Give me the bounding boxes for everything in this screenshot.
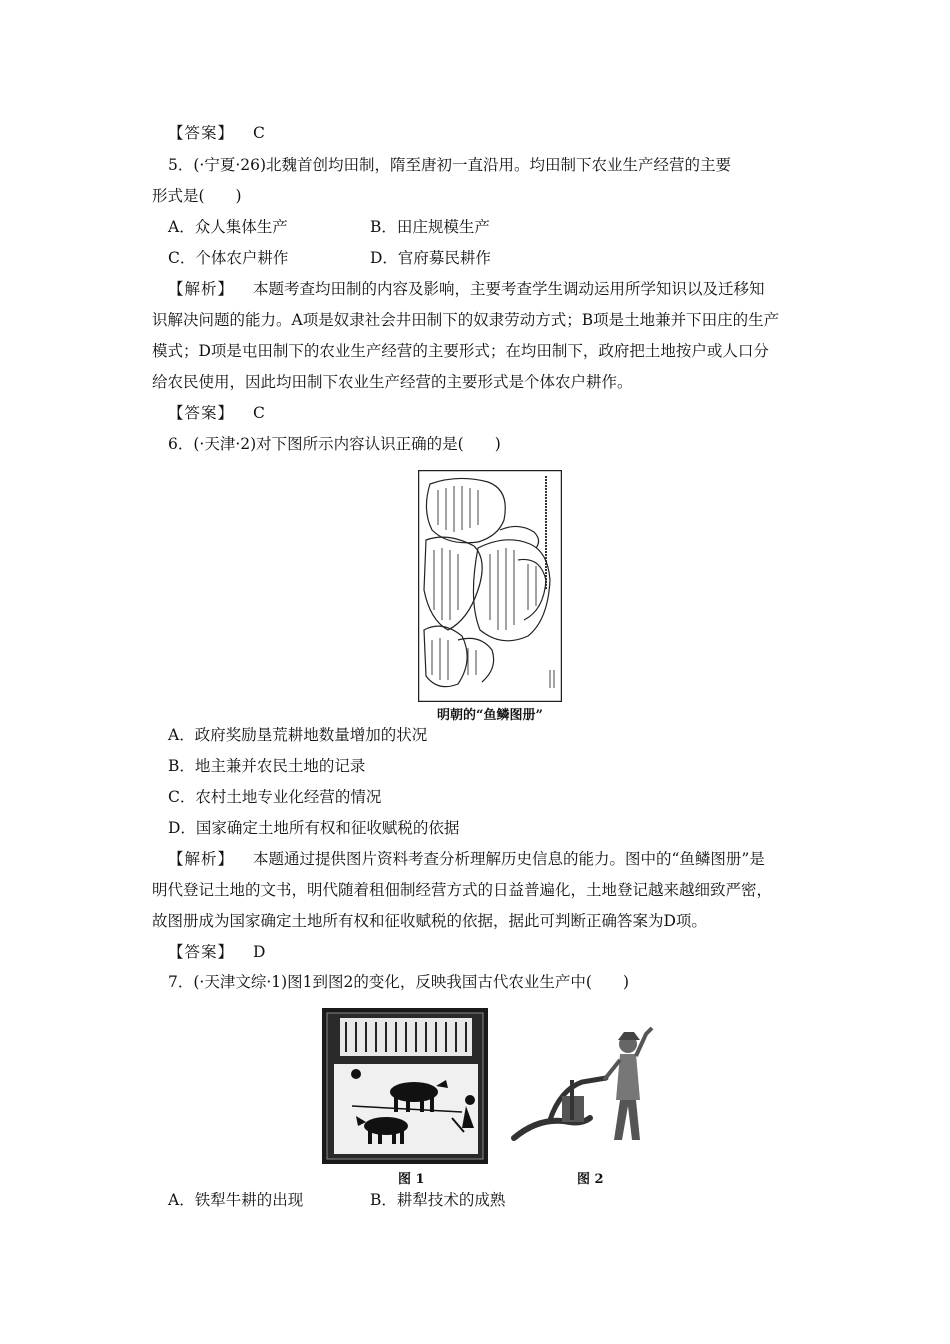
- answer-value: C: [252, 124, 265, 142]
- analysis-label: 【解析】: [168, 280, 235, 298]
- q5-stem-2: 形式是( ): [152, 187, 242, 205]
- q7-option-b: B．耕犁技术的成熟: [370, 1191, 506, 1209]
- figure-1-caption: 图 1: [398, 1172, 425, 1187]
- q6-analysis-line-2: 明代登记土地的文书，明代随着租佃制经营方式的日益普遍化，土地登记越来越细致严密，: [152, 881, 773, 899]
- q6-option-a: A．政府奖励垦荒耕地数量增加的状况: [168, 726, 428, 744]
- q6-analysis-line-1: [168, 849, 765, 869]
- answer-label: 【答案】: [168, 943, 235, 961]
- q5-option-b: B．田庄规模生产: [370, 218, 490, 236]
- q5-option-a: A．众人集体生产: [168, 218, 288, 236]
- fish-scale-register-image: [418, 470, 562, 702]
- q4-answer-line: [168, 123, 265, 143]
- q6-option-b: B．地主兼并农民土地的记录: [168, 757, 366, 775]
- analysis-text: 本题通过提供图片资料考查分析理解历史信息的能力。图中的“鱼鳞图册”是: [252, 850, 765, 868]
- q6-analysis-line-3: 故图册成为国家确定土地所有权和征收赋税的依据，据此可判断正确答案为D项。: [152, 912, 707, 930]
- q5-analysis-line-1: [168, 279, 764, 299]
- figure-2-caption: 图 2: [577, 1172, 604, 1187]
- fish-scale-register-caption: 明朝的“鱼鳞图册”: [437, 708, 543, 723]
- answer-value: D: [252, 943, 266, 961]
- han-ox-plowing-relief-image: [322, 1008, 488, 1164]
- q7-option-a: A．铁犁牛耕的出现: [168, 1191, 304, 1209]
- q6-stem: 6．(·天津·2)对下图所示内容认识正确的是( ): [168, 435, 501, 453]
- curved-plow-image: [510, 1020, 660, 1152]
- q7-stem: 7．(·天津文综·1)图1到图2的变化，反映我国古代农业生产中( ): [168, 973, 629, 991]
- curved-plow-drawing: [510, 1020, 660, 1152]
- q6-answer-line: [168, 942, 265, 962]
- analysis-text: 本题考查均田制的内容及影响，主要考查学生调动运用所学知识以及迁移知: [252, 280, 765, 298]
- fish-scale-register-drawing: [418, 470, 562, 702]
- q5-option-d: D．官府募民耕作: [370, 249, 491, 267]
- q5-analysis-line-3: 模式；D项是屯田制下的农业生产经营的主要形式；在均田制下，政府把土地按户或人口分: [152, 342, 769, 360]
- q5-analysis-line-2: 识解决问题的能力。A项是奴隶社会井田制下的奴隶劳动方式；B项是土地兼并下田庄的生产: [152, 311, 780, 329]
- q6-option-c: C．农村土地专业化经营的情况: [168, 788, 382, 806]
- analysis-label: 【解析】: [168, 850, 235, 868]
- q6-option-d: D．国家确定土地所有权和征收赋税的依据: [168, 819, 460, 837]
- answer-label: 【答案】: [168, 124, 235, 142]
- q5-answer-line: [168, 403, 265, 423]
- answer-label: 【答案】: [168, 404, 235, 422]
- q5-stem-1: 5．(·宁夏·26)北魏首创均田制，隋至唐初一直沿用。均田制下农业生产经营的主要: [168, 156, 732, 174]
- answer-value: C: [252, 404, 265, 422]
- q5-option-c: C．个体农户耕作: [168, 249, 289, 267]
- ox-plowing-relief-drawing: [322, 1008, 488, 1164]
- q5-analysis-line-4: 给农民使用，因此均田制下农业生产经营的主要形式是个体农户耕作。: [152, 373, 633, 391]
